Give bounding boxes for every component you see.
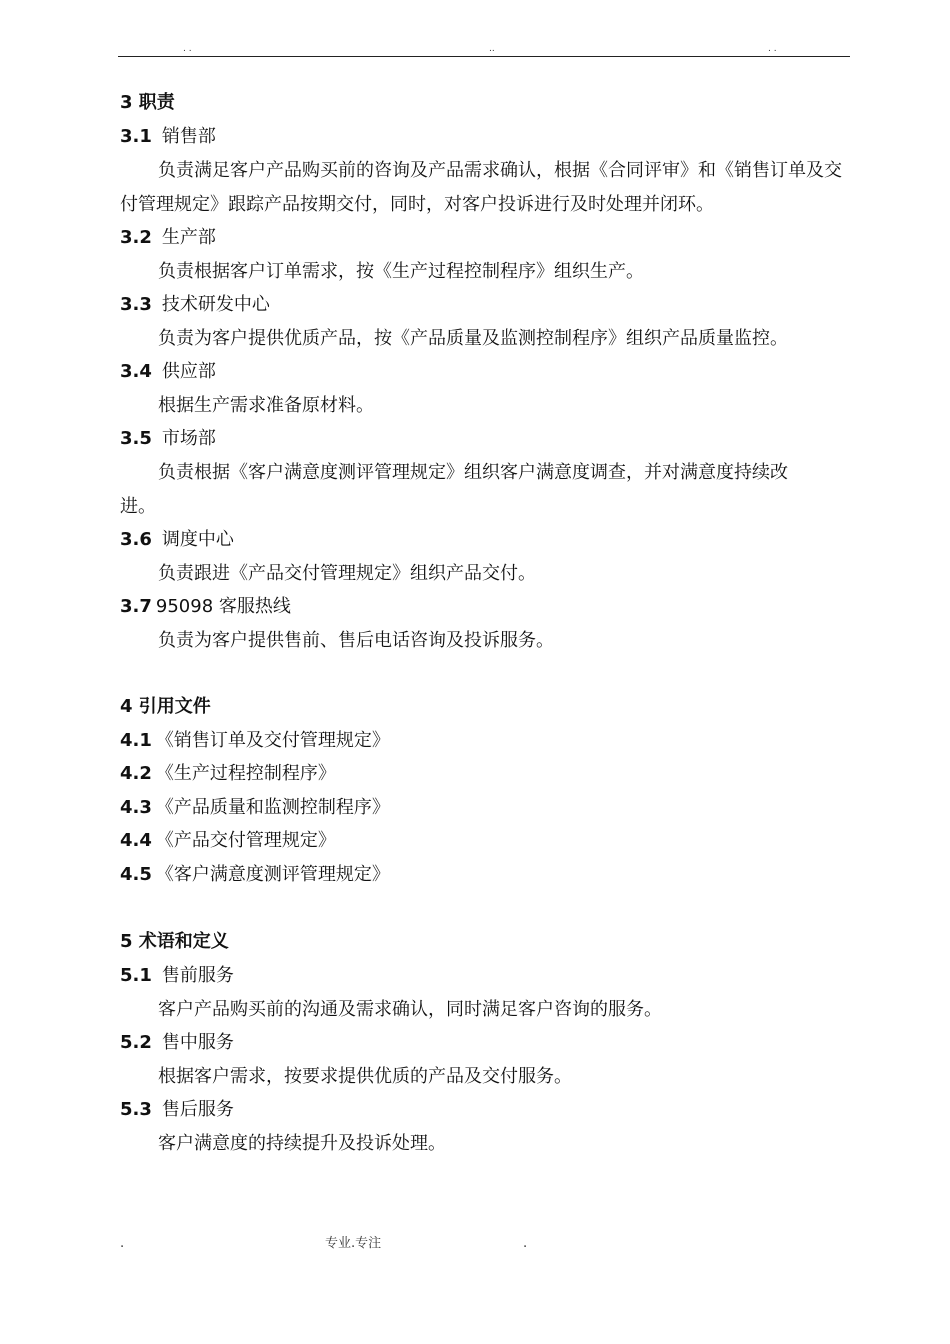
- document-title: 《客户满意度测评管理规定》: [155, 864, 390, 885]
- list-number: 4.5: [120, 864, 152, 885]
- subsection-number: 3.1: [120, 126, 152, 147]
- subsection-title: 销售部: [161, 126, 216, 147]
- paragraph: 客户产品购买前的沟通及需求确认，同时满足客户咨询的服务。: [158, 999, 662, 1020]
- document-title: 《生产过程控制程序》: [155, 763, 336, 784]
- header-dot-center: ..: [489, 44, 495, 54]
- paragraph: 负责满足客户产品购买前的咨询及产品需求确认，根据《合同评审》和《销售订单及交付管理规定》跟踪产品按期交付，同时，对客户投诉进行及时处理并闭环。: [120, 160, 842, 215]
- subsection-number: 3.3: [120, 294, 152, 315]
- list-number: 4.1: [120, 730, 152, 751]
- subsection-heading: [120, 595, 291, 619]
- subsection-number: 3.6: [120, 529, 152, 550]
- subsection-heading: [120, 125, 216, 149]
- subsection-number: 3.2: [120, 227, 152, 248]
- subsection-number: 3.7: [120, 596, 152, 617]
- document-title: 《产品质量和监测控制程序》: [155, 797, 390, 818]
- subsection-title: 售中服务: [161, 1032, 234, 1053]
- list-number: 4.3: [120, 797, 152, 818]
- subsection-heading: [120, 293, 270, 317]
- subsection-number: 5.2: [120, 1032, 152, 1053]
- list-item: [120, 829, 336, 853]
- section-heading: 3 职责: [120, 92, 175, 113]
- header-rule: [118, 56, 850, 57]
- subsection-title: 技术研发中心: [161, 294, 270, 315]
- subsection-number: 5.3: [120, 1099, 152, 1120]
- subsection-heading: [120, 427, 216, 451]
- header-dot-right: . .: [768, 44, 777, 54]
- document-title: 《产品交付管理规定》: [155, 830, 336, 851]
- header-dot-left: . .: [183, 44, 192, 54]
- paragraph: 根据生产需求准备原材料。: [158, 395, 374, 416]
- footer-dot-left: .: [120, 1236, 125, 1251]
- subsection-title: 售后服务: [161, 1099, 234, 1120]
- list-item: [120, 796, 390, 820]
- subsection-number: 3.5: [120, 428, 152, 449]
- section-heading: 5 术语和定义: [120, 931, 229, 952]
- paragraph: 负责跟进《产品交付管理规定》组织产品交付。: [158, 563, 536, 584]
- footer-dot-right: .: [523, 1236, 528, 1251]
- paragraph: 根据客户需求，按要求提供优质的产品及交付服务。: [158, 1066, 572, 1087]
- subsection-title: 调度中心: [161, 529, 234, 550]
- subsection-title: 市场部: [161, 428, 216, 449]
- paragraph: 负责为客户提供售前、售后电话咨询及投诉服务。: [158, 630, 554, 651]
- list-number: 4.4: [120, 830, 152, 851]
- subsection-heading: [120, 964, 234, 988]
- paragraph: 负责为客户提供优质产品，按《产品质量及监测控制程序》组织产品质量监控。: [158, 328, 788, 349]
- subsection-title: 95098 客服热线: [155, 596, 291, 617]
- paragraph: 负责根据客户订单需求，按《生产过程控制程序》组织生产。: [158, 261, 644, 282]
- subsection-title: 供应部: [161, 361, 216, 382]
- subsection-heading: [120, 528, 234, 552]
- paragraph: 客户满意度的持续提升及投诉处理。: [158, 1133, 446, 1154]
- section-heading: 4 引用文件: [120, 696, 211, 717]
- subsection-heading: [120, 1098, 234, 1122]
- subsection-heading: [120, 226, 216, 250]
- subsection-title: 生产部: [161, 227, 216, 248]
- subsection-heading: [120, 360, 216, 384]
- subsection-heading: [120, 1031, 234, 1055]
- document-title: 《销售订单及交付管理规定》: [155, 730, 390, 751]
- paragraph: 负责根据《客户满意度测评管理规定》组织客户满意度调查，并对满意度持续改进。: [120, 462, 788, 517]
- list-item: [120, 863, 390, 887]
- list-item: [120, 762, 336, 786]
- subsection-number: 5.1: [120, 965, 152, 986]
- subsection-title: 售前服务: [161, 965, 234, 986]
- list-item: [120, 729, 390, 753]
- subsection-number: 3.4: [120, 361, 152, 382]
- list-number: 4.2: [120, 763, 152, 784]
- footer-text: 专业.专注: [325, 1236, 382, 1251]
